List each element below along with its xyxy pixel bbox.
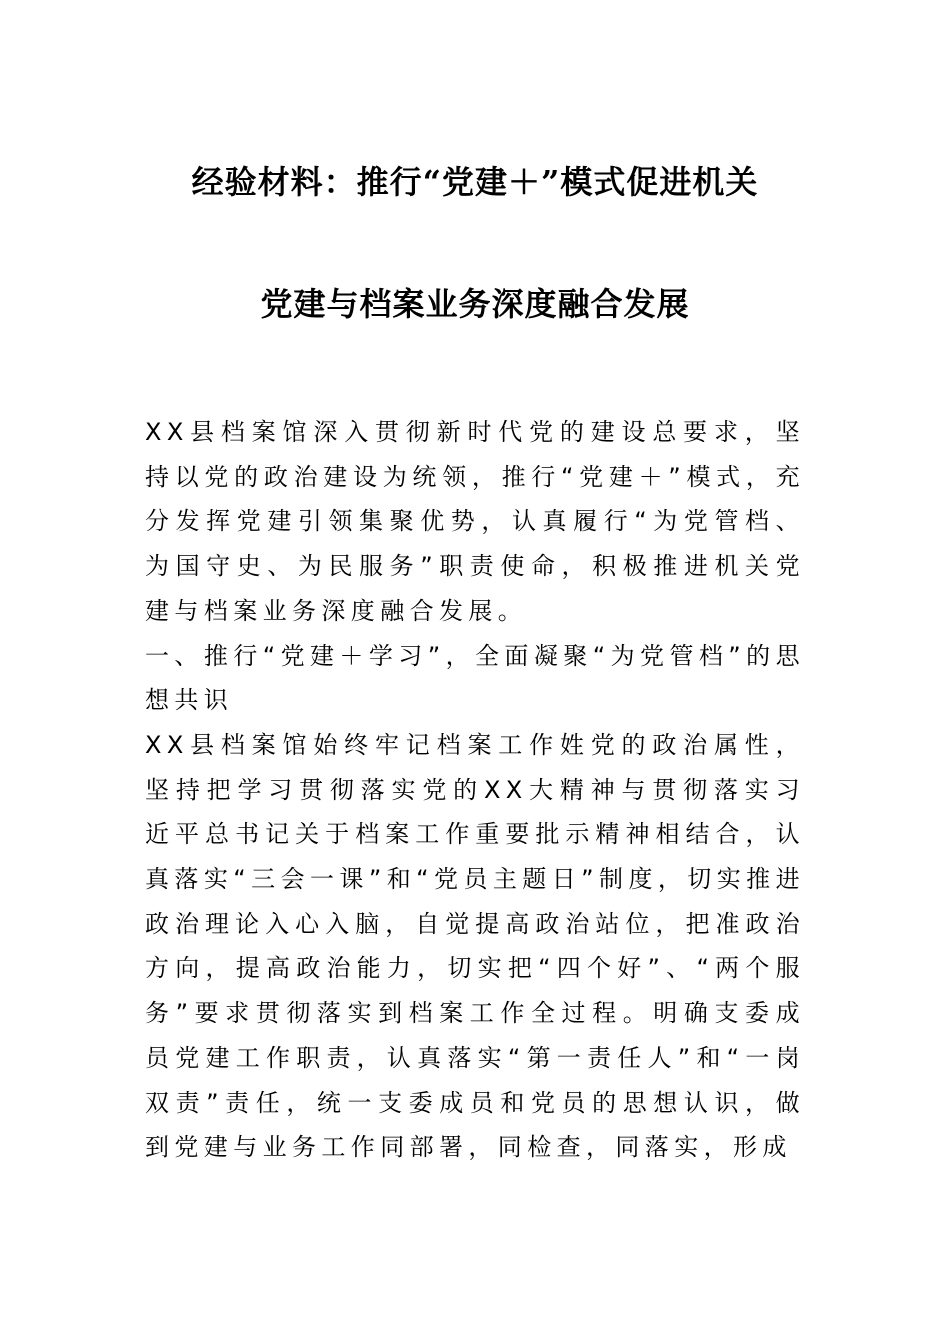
document-title-line-2: 党建与档案业务深度融合发展: [260, 285, 690, 323]
document-body: [145, 410, 805, 1170]
section-heading-1: 一、推行“党建＋学习”，全面凝聚“为党管档”的思想共识: [145, 641, 805, 715]
body-paragraph-intro: XX县档案馆深入贯彻新时代党的建设总要求，坚持以党的政治建设为统领，推行“党建＋”模式，充分发挥党建引领集聚优势，认真履行“为党管档、为国守史、为民服务”职责使命，积极推进机关党建与档案业务深度融合发展。: [145, 418, 805, 625]
body-paragraph-section-1: XX县档案馆始终牢记档案工作姓党的政治属性，坚持把学习贯彻落实党的XX大精神与贯彻落实习近平总书记关于档案工作重要批示精神相结合，认真落实“三会一课”和“党员主题日”制度，切实推进政治理论入心入脑，自觉提高政治站位，把准政治方向，提高政治能力，切实把“四个好”、“两个服务”要求贯彻落实到档案工作全过程。明确支委成员党建工作职责，认真落实“第一责任人”和“一岗双责”责任，统一支委成员和党员的思想认识，做到党建与业务工作同部署，同检查，同落实，形成: [145, 730, 805, 1162]
document-title-line-1: 经验材料：推行“党建＋”模式促进机关: [191, 163, 759, 201]
